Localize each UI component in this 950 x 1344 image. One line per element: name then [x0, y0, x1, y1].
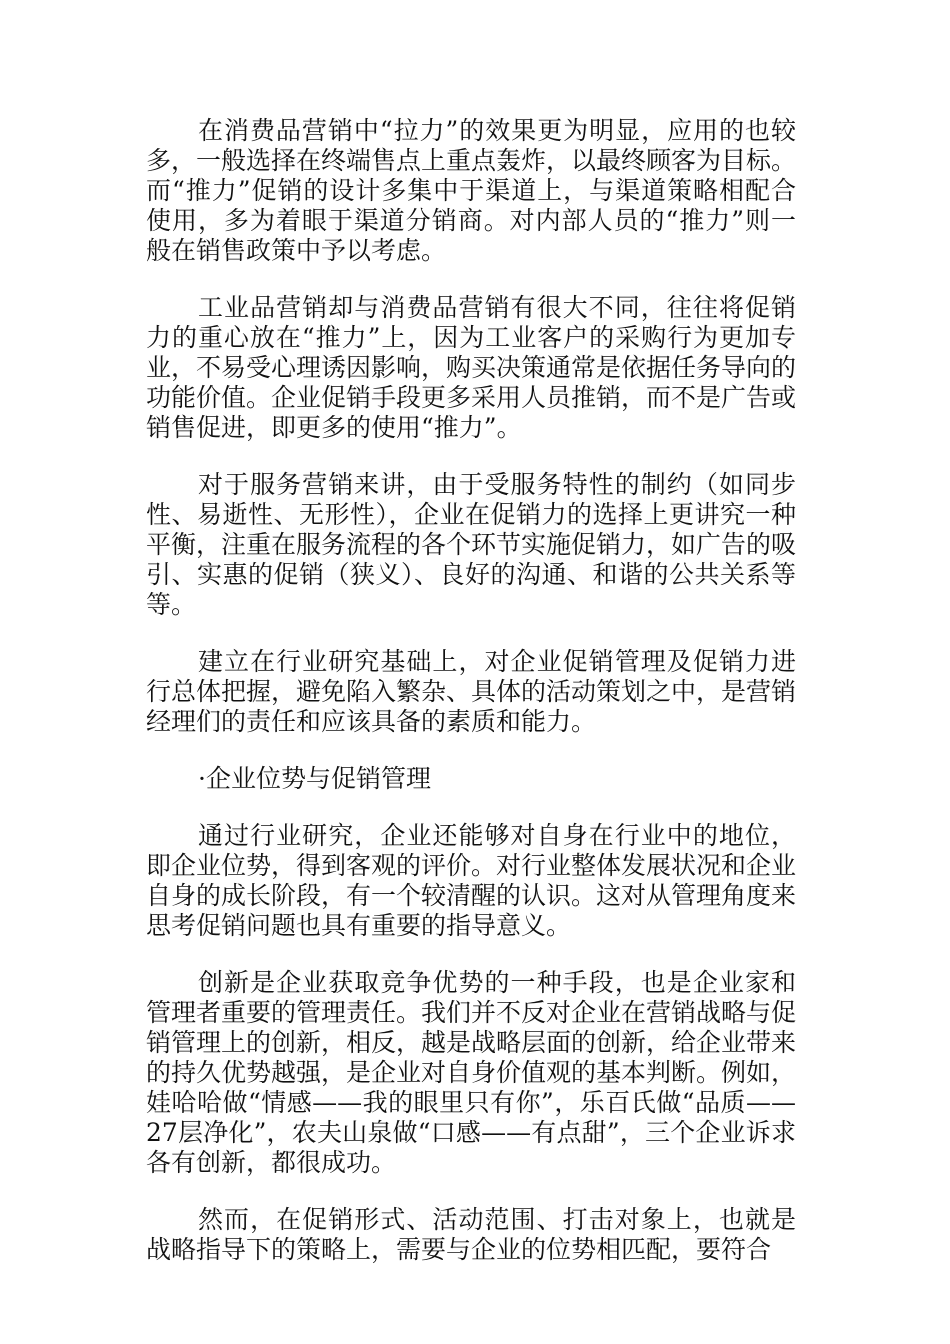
paragraph-innovation: 创新是企业获取竞争优势的一种手段，也是企业家和管理者重要的管理责任。我们并不反对企业在营销战略与促销管理上的创新，相反，越是战略层面的创新，给企业带来的持久优势越强，是企业对自身价值观的基本判断。例如，娃哈哈做“情感——我的眼里只有你”，乐百氏做“品质——27层净化”，农夫山泉做“口感——有点甜”，三个企业诉求各有创新，都很成功。: [146, 968, 797, 1177]
paragraph-consumer-goods: 在消费品营销中“拉力”的效果更为明显，应用的也较多，一般选择在终端售点上重点轰炸，以最终顾客为目标。而“推力”促销的设计多集中于渠道上，与渠道策略相配合使用，多为着眼于渠道分销商。对内部人员的“推力”则一般在销售政策中予以考虑。: [146, 116, 797, 265]
paragraph-industry-research: 建立在行业研究基础上，对企业促销管理及促销力进行总体把握，避免陷入繁杂、具体的活动策划之中，是营销经理们的责任和应该具备的素质和能力。: [146, 647, 797, 736]
paragraph-however: 然而，在促销形式、活动范围、打击对象上，也就是战略指导下的策略上，需要与企业的位势相匹配，要符合: [146, 1205, 796, 1264]
paragraph-enterprise-position: 通过行业研究，企业还能够对自身在行业中的地位，即企业位势，得到客观的评价。对行业整体发展状况和企业自身的成长阶段，有一个较清醒的认识。这对从管理角度来思考促销问题也具有重要的指导意义。: [146, 821, 797, 940]
section-heading: ·企业位势与促销管理: [198, 764, 431, 793]
paragraph-industrial-goods: 工业品营销却与消费品营销有很大不同，往往将促销力的重心放在“推力”上，因为工业客户的采购行为更加专业，不易受心理诱因影响，购买决策通常是依据任务导向的功能价值。企业促销手段更多采用人员推销，而不是广告或销售促进，即更多的使用“推力”。: [146, 293, 797, 442]
document-body: [146, 116, 796, 1292]
paragraph-service-marketing: 对于服务营销来讲，由于受服务特性的制约（如同步性、易逝性、无形性），企业在促销力的选择上更讲究一种平衡，注重在服务流程的各个环节实施促销力，如广告的吸引、实惠的促销（狭义）、良好的沟通、和谐的公共关系等等。: [146, 470, 797, 619]
